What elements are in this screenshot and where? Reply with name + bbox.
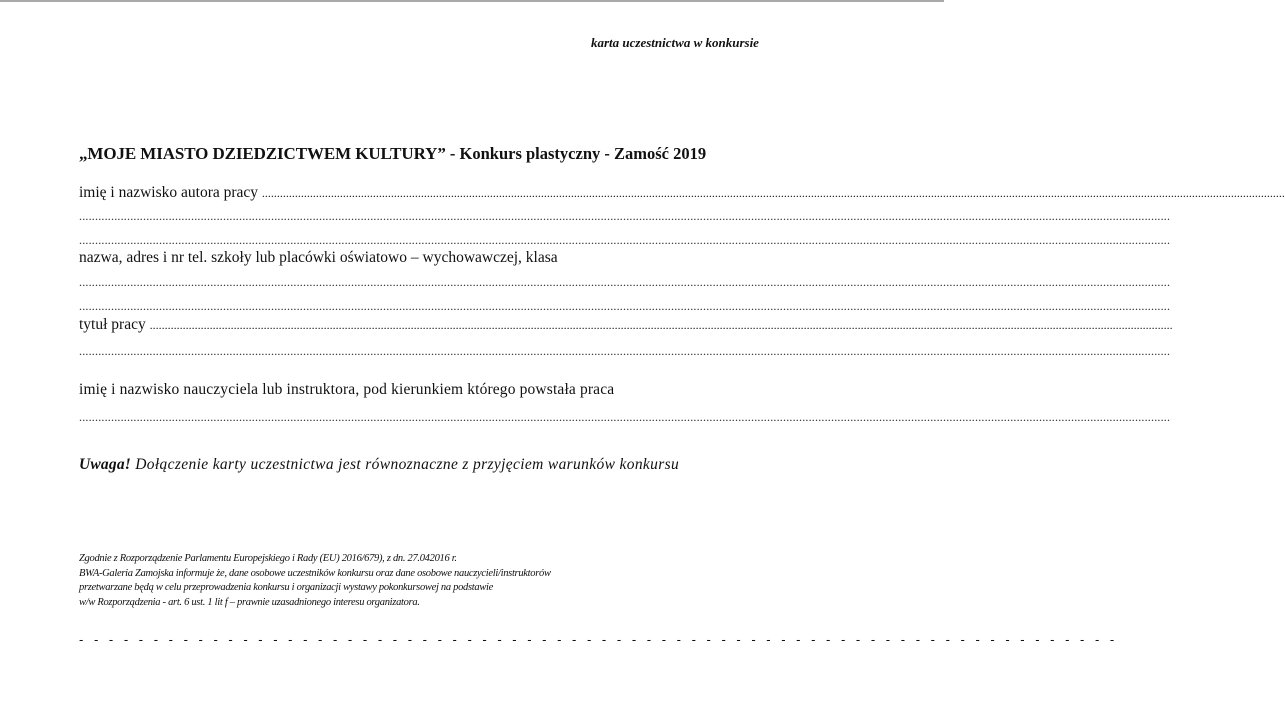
teacher-field-label: imię i nazwisko nauczyciela lub instruktora, pod kierunkiem którego powstała praca	[79, 381, 615, 398]
teacher-dots-line-1[interactable]: .....................................................................................................................................................................................................................................................................................................................................................	[79, 410, 1171, 424]
gdpr-line-2: BWA-Galeria Zamojska informuje że, dane osobowe uczestników konkursu oraz dane osobowe nauczycieli/instruktorów	[79, 567, 551, 579]
school-dots-line-2[interactable]: .....................................................................................................................................................................................................................................................................................................................................................	[79, 299, 1171, 313]
form-type-label: karta uczestnictwa w konkursie	[591, 35, 759, 50]
notice-text	[79, 456, 679, 474]
window-top-border	[0, 0, 944, 2]
gdpr-line-3: przetwarzane będą w celu przeprowadzenia konkursu i organizacji wystawy pokonkursowej na podstawie	[79, 582, 494, 593]
work-title-label: tytuł pracy	[79, 316, 150, 333]
title-competition-subtitle: - Konkurs plastyczny - Zamość 2019	[445, 144, 707, 163]
gdpr-line-4: w/w Rozporządzenia - art. 6 ust. 1 lit f – prawnie uzasadnionego interesu organizatora.	[79, 596, 420, 608]
work-title-dots: .....................................................................................................................................................................................................................................................................................................................................................	[149, 318, 1173, 332]
gdpr-line-1: Zgodnie z Rozporządzenie Parlamentu Europejskiego i Rady (EU) 2016/679), z dn. 27.042016 r.	[79, 553, 457, 564]
notice-body: Dołączenie karty uczestnictwa jest równoznaczne z przyjęciem warunków konkursu	[131, 456, 680, 473]
work-title-dots-line-2[interactable]: .....................................................................................................................................................................................................................................................................................................................................................	[79, 344, 1171, 358]
notice-emphasis: Uwaga!	[79, 456, 132, 473]
author-name-field[interactable]	[79, 184, 1285, 202]
gdpr-clause	[79, 552, 551, 610]
author-name-dots-line-2[interactable]: .....................................................................................................................................................................................................................................................................................................................................................	[79, 209, 1171, 223]
author-name-label: imię i nazwisko autora pracy	[79, 184, 262, 201]
title-competition-name: „MOJE MIASTO DZIEDZICTWEM KULTURY”	[79, 144, 446, 163]
author-name-dots-line-3[interactable]: .....................................................................................................................................................................................................................................................................................................................................................	[79, 233, 1171, 247]
author-name-dots: .....................................................................................................................................................................................................................................................................................................................................................	[261, 186, 1285, 200]
work-title-field[interactable]	[79, 316, 1173, 334]
school-dots-line-1[interactable]: .....................................................................................................................................................................................................................................................................................................................................................	[79, 275, 1171, 289]
school-field-label: nazwa, adres i nr tel. szkoły lub placówki oświatowo – wychowawczej, klasa	[79, 249, 558, 266]
page-title	[79, 144, 706, 164]
cut-line: - - - - - - - - - - - - - - - - - - - - - - - - - - - - - - - - - - - - - - - - - - - - - - - - - - - - - - - - - - - - - - - - - - - - - -	[79, 632, 1118, 647]
